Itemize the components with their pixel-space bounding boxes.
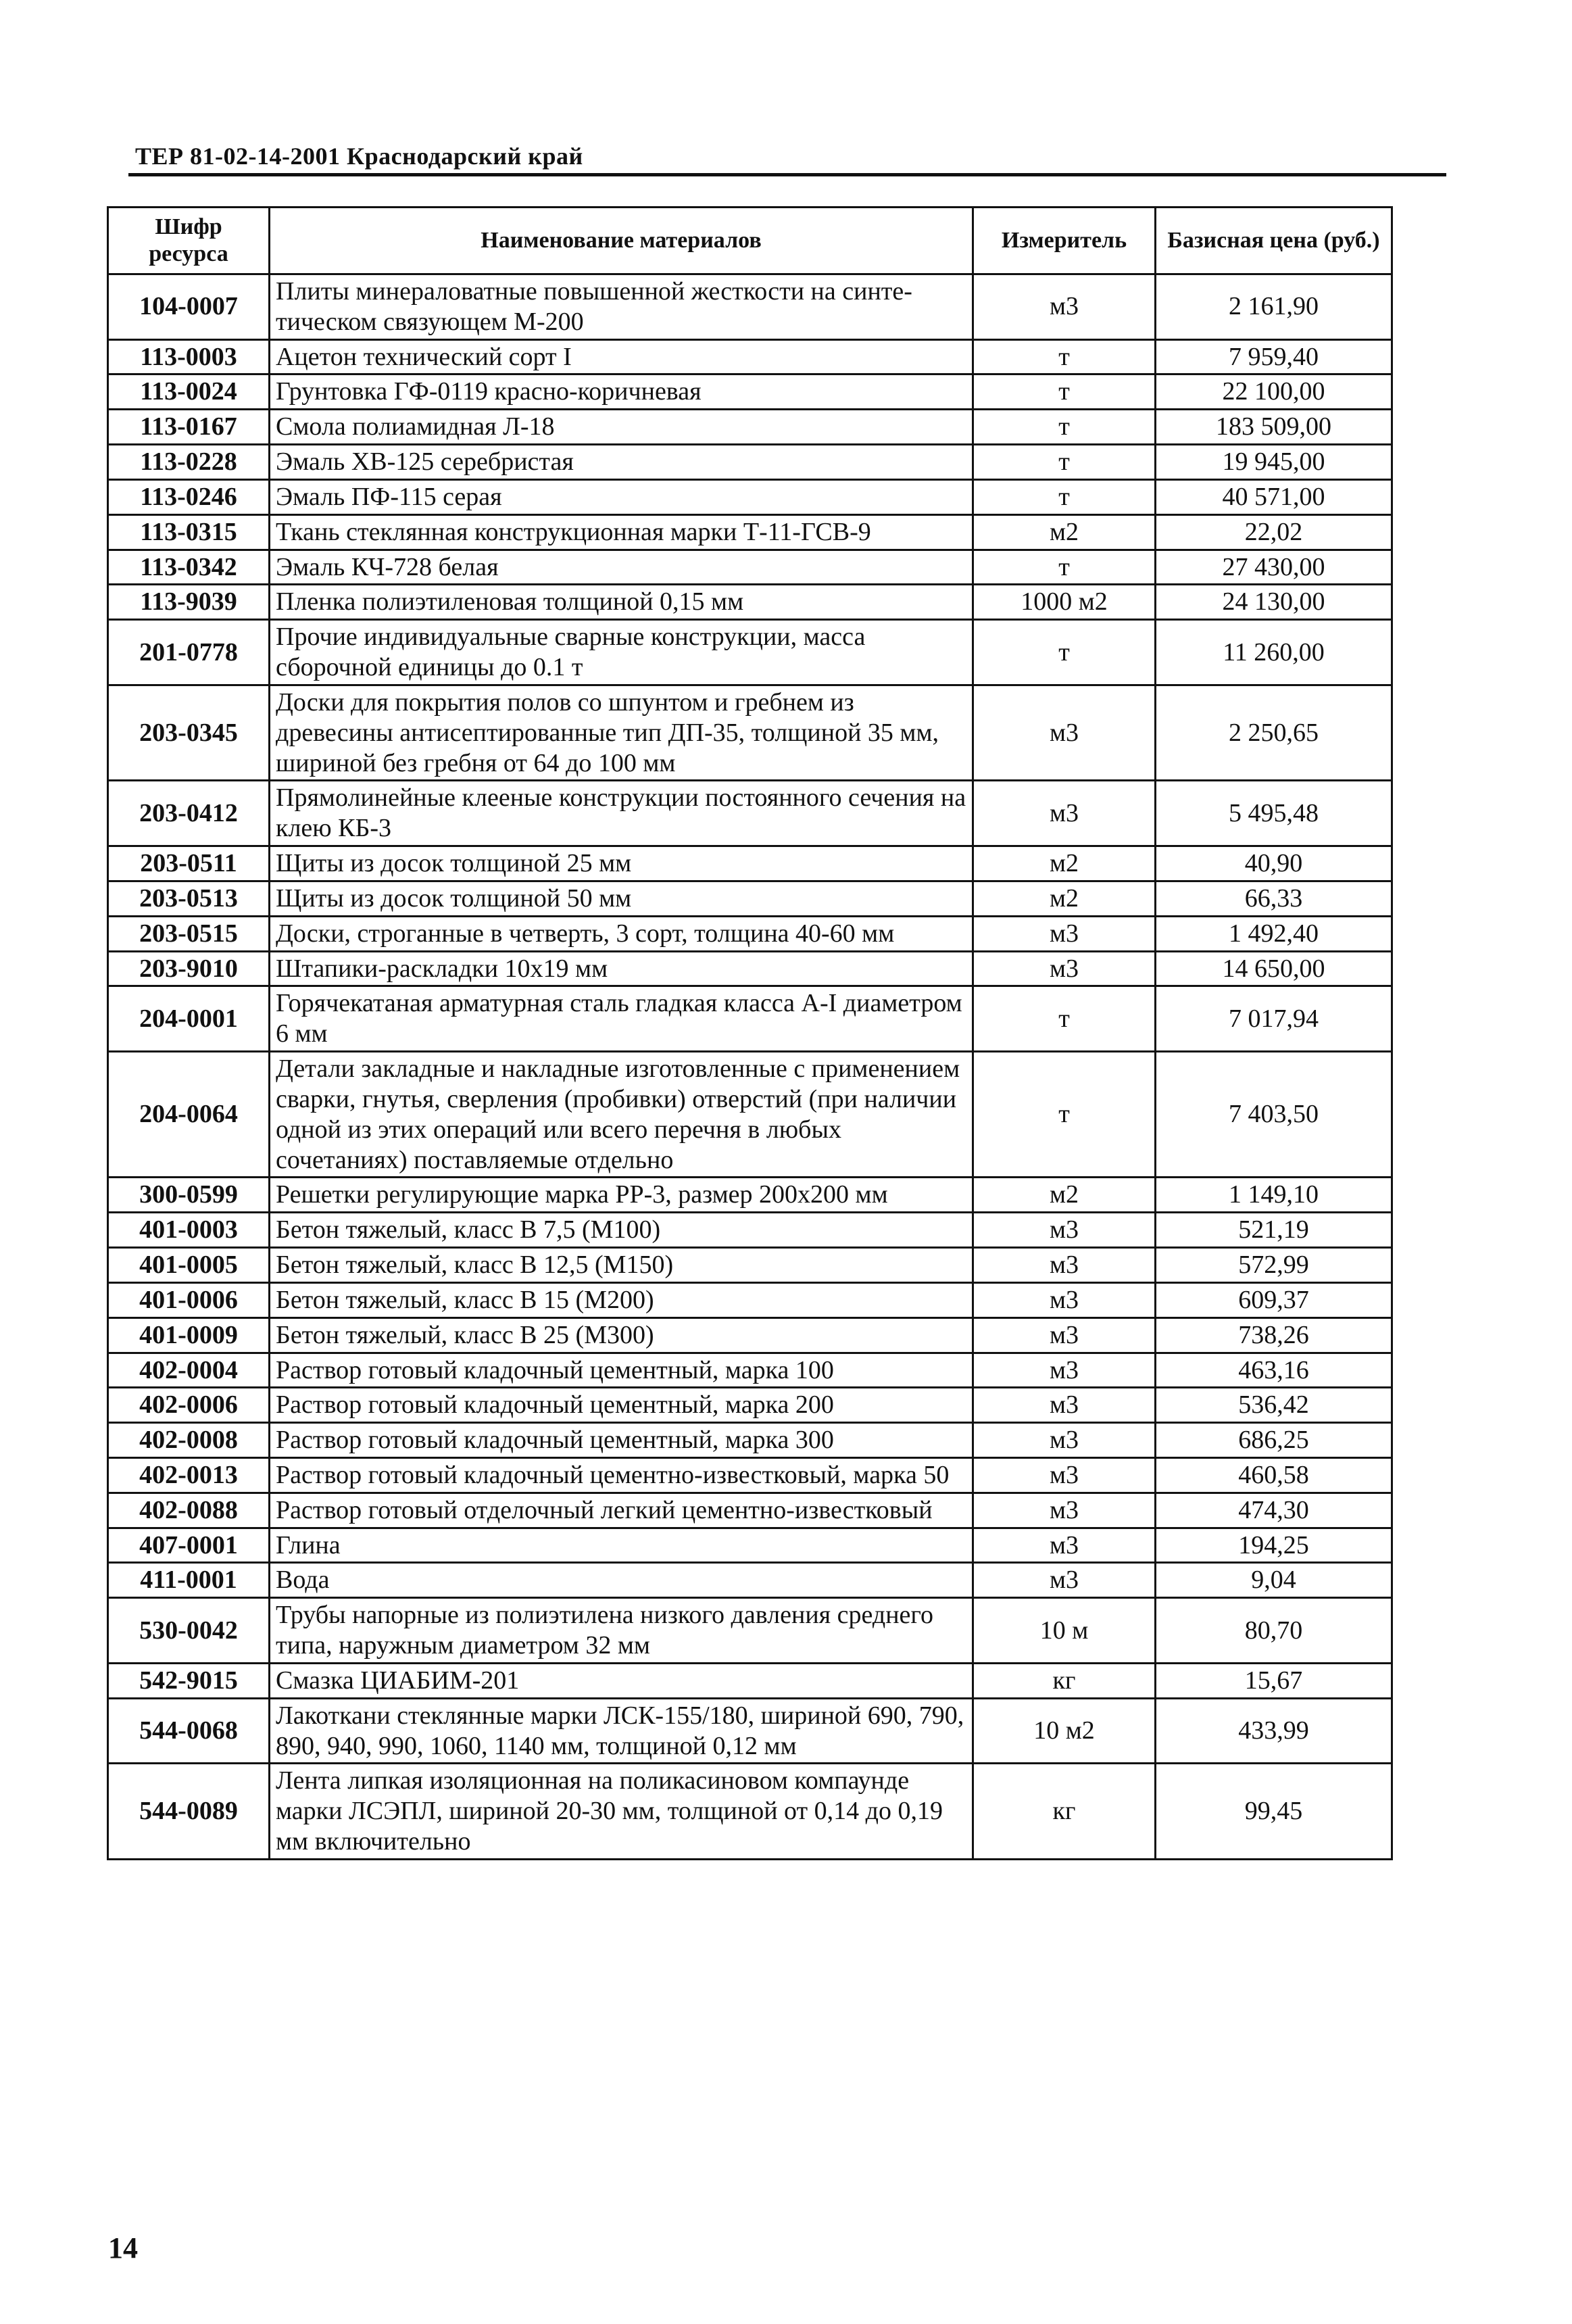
cell-code: 113-0315: [108, 514, 270, 550]
cell-code: 203-0513: [108, 881, 270, 916]
cell-price: 5 495,48: [1156, 781, 1392, 846]
cell-name: Прямолинейные клееные конструкции постоянного сечения на клею КБ-3: [270, 781, 973, 846]
cell-price: 22,02: [1156, 514, 1392, 550]
table-row: [108, 1178, 1392, 1213]
cell-name: Лента липкая изоляционная на поликасиновом компаунде марки ЛСЭПЛ, шириной 20-30 мм, толщиной от 0,14 до 0,19 мм включительно: [270, 1764, 973, 1859]
cell-price: 686,25: [1156, 1423, 1392, 1458]
table-row: [108, 1563, 1392, 1598]
cell-price: 19 945,00: [1156, 445, 1392, 480]
cell-name: Бетон тяжелый, класс В 15 (М200): [270, 1282, 973, 1317]
cell-price: 474,30: [1156, 1493, 1392, 1528]
cell-name: Прочие индивидуальные сварные конструкции, масса сборочной единицы до 0.1 т: [270, 620, 973, 685]
cell-unit: м2: [973, 881, 1156, 916]
cell-price: 9,04: [1156, 1563, 1392, 1598]
column-header-name: Наименование материалов: [270, 208, 973, 274]
cell-unit: 1000 м2: [973, 585, 1156, 620]
table-row: [108, 1388, 1392, 1423]
cell-unit: т: [973, 986, 1156, 1052]
cell-name: Ацетон технический сорт I: [270, 339, 973, 374]
cell-name: Доски, строганные в четверть, 3 сорт, толщина 40-60 мм: [270, 916, 973, 951]
cell-price: 738,26: [1156, 1317, 1392, 1353]
table-row: [108, 374, 1392, 410]
cell-code: 203-0345: [108, 685, 270, 780]
table-row: [108, 1457, 1392, 1493]
cell-price: 66,33: [1156, 881, 1392, 916]
cell-code: 402-0004: [108, 1353, 270, 1388]
cell-code: 544-0089: [108, 1764, 270, 1859]
cell-name: Грунтовка ГФ-0119 красно-коричневая: [270, 374, 973, 410]
table-row: [108, 781, 1392, 846]
cell-price: 27 430,00: [1156, 550, 1392, 585]
cell-unit: м2: [973, 846, 1156, 881]
cell-unit: т: [973, 620, 1156, 685]
table-row: [108, 1423, 1392, 1458]
cell-code: 401-0009: [108, 1317, 270, 1353]
cell-unit: м2: [973, 1178, 1156, 1213]
cell-name: Трубы напорные из полиэтилена низкого давления среднего типа, наружным диаметром 32 мм: [270, 1598, 973, 1664]
cell-unit: м3: [973, 1282, 1156, 1317]
cell-price: 7 403,50: [1156, 1052, 1392, 1178]
cell-price: 521,19: [1156, 1213, 1392, 1248]
cell-unit: м3: [973, 1457, 1156, 1493]
cell-name: Смола полиамидная Л-18: [270, 410, 973, 445]
cell-name: Щиты из досок толщиной 25 мм: [270, 846, 973, 881]
cell-price: 15,67: [1156, 1663, 1392, 1698]
cell-unit: т: [973, 339, 1156, 374]
table-row: [108, 410, 1392, 445]
table-row: [108, 339, 1392, 374]
table-row: [108, 1317, 1392, 1353]
cell-price: 22 100,00: [1156, 374, 1392, 410]
header-rule: [128, 173, 1446, 176]
column-header-price: Базисная цена (руб.): [1156, 208, 1392, 274]
cell-name: Плиты минераловатные повышенной жесткости на синте-тическом связующем М-200: [270, 274, 973, 340]
cell-code: 407-0001: [108, 1528, 270, 1563]
column-header-unit: Измеритель: [973, 208, 1156, 274]
table-header-row: [108, 208, 1392, 274]
materials-table: [107, 206, 1393, 1860]
cell-unit: кг: [973, 1764, 1156, 1859]
cell-code: 113-0246: [108, 479, 270, 514]
cell-code: 402-0008: [108, 1423, 270, 1458]
cell-name: Эмаль КЧ-728 белая: [270, 550, 973, 585]
cell-unit: м3: [973, 685, 1156, 780]
cell-name: Раствор готовый отделочный легкий цементно-известковый: [270, 1493, 973, 1528]
table-row: [108, 1052, 1392, 1178]
table-row: [108, 1764, 1392, 1859]
cell-unit: м3: [973, 1248, 1156, 1283]
table-row: [108, 916, 1392, 951]
cell-code: 204-0064: [108, 1052, 270, 1178]
cell-price: 7 959,40: [1156, 339, 1392, 374]
cell-price: 1 149,10: [1156, 1178, 1392, 1213]
cell-unit: м3: [973, 1317, 1156, 1353]
cell-code: 401-0005: [108, 1248, 270, 1283]
cell-code: 402-0088: [108, 1493, 270, 1528]
cell-unit: м3: [973, 1528, 1156, 1563]
cell-name: Ткань стеклянная конструкционная марки Т-11-ГСВ-9: [270, 514, 973, 550]
cell-code: 204-0001: [108, 986, 270, 1052]
cell-name: Штапики-раскладки 10х19 мм: [270, 951, 973, 986]
table-row: [108, 1598, 1392, 1664]
table-row: [108, 1353, 1392, 1388]
cell-name: Детали закладные и накладные изготовленные с применением сварки, гнутья, сверления (пробивки) отверстий (при наличии одной из этих операций или всего перечня в любых сочетаниях) поставляемые отдельно: [270, 1052, 973, 1178]
cell-name: Бетон тяжелый, класс В 25 (М300): [270, 1317, 973, 1353]
cell-price: 14 650,00: [1156, 951, 1392, 986]
cell-price: 536,42: [1156, 1388, 1392, 1423]
cell-unit: м3: [973, 951, 1156, 986]
cell-price: 183 509,00: [1156, 410, 1392, 445]
cell-price: 40,90: [1156, 846, 1392, 881]
cell-unit: т: [973, 479, 1156, 514]
table-row: [108, 1493, 1392, 1528]
cell-code: 544-0068: [108, 1698, 270, 1764]
cell-code: 113-0342: [108, 550, 270, 585]
cell-code: 203-0412: [108, 781, 270, 846]
cell-unit: т: [973, 1052, 1156, 1178]
table-row: [108, 445, 1392, 480]
cell-code: 104-0007: [108, 274, 270, 340]
cell-code: 411-0001: [108, 1563, 270, 1598]
cell-code: 203-0515: [108, 916, 270, 951]
cell-unit: 10 м: [973, 1598, 1156, 1664]
cell-code: 402-0006: [108, 1388, 270, 1423]
table-row: [108, 1663, 1392, 1698]
cell-price: 2 161,90: [1156, 274, 1392, 340]
cell-code: 402-0013: [108, 1457, 270, 1493]
cell-code: 401-0003: [108, 1213, 270, 1248]
cell-name: Раствор готовый кладочный цементный, марка 100: [270, 1353, 973, 1388]
cell-code: 530-0042: [108, 1598, 270, 1664]
cell-name: Пленка полиэтиленовая толщиной 0,15 мм: [270, 585, 973, 620]
table-row: [108, 881, 1392, 916]
cell-unit: м3: [973, 1563, 1156, 1598]
page-number: 14: [108, 2231, 138, 2265]
cell-code: 113-0003: [108, 339, 270, 374]
cell-unit: т: [973, 445, 1156, 480]
cell-unit: кг: [973, 1663, 1156, 1698]
cell-price: 460,58: [1156, 1457, 1392, 1493]
cell-name: Бетон тяжелый, класс В 7,5 (М100): [270, 1213, 973, 1248]
cell-unit: м3: [973, 916, 1156, 951]
cell-name: Лакоткани стеклянные марки ЛСК-155/180, шириной 690, 790, 890, 940, 990, 1060, 1140 мм, толщиной 0,12 мм: [270, 1698, 973, 1764]
cell-code: 113-0167: [108, 410, 270, 445]
table-row: [108, 1528, 1392, 1563]
cell-name: Смазка ЦИАБИМ-201: [270, 1663, 973, 1698]
table-row: [108, 514, 1392, 550]
table-row: [108, 1213, 1392, 1248]
cell-unit: т: [973, 374, 1156, 410]
cell-code: 201-0778: [108, 620, 270, 685]
cell-name: Доски для покрытия полов со шпунтом и гребнем из древесины антисептированные тип ДП-35, толщиной 35 мм, шириной без гребня от 64 до 100 мм: [270, 685, 973, 780]
cell-unit: м3: [973, 1493, 1156, 1528]
cell-code: 203-9010: [108, 951, 270, 986]
cell-price: 24 130,00: [1156, 585, 1392, 620]
cell-unit: 10 м2: [973, 1698, 1156, 1764]
table-row: [108, 685, 1392, 780]
table-row: [108, 1248, 1392, 1283]
cell-price: 463,16: [1156, 1353, 1392, 1388]
cell-name: Эмаль ХВ-125 серебристая: [270, 445, 973, 480]
cell-name: Бетон тяжелый, класс В 12,5 (М150): [270, 1248, 973, 1283]
table-row: [108, 620, 1392, 685]
cell-name: Горячекатаная арматурная сталь гладкая класса А-I диаметром 6 мм: [270, 986, 973, 1052]
cell-unit: м2: [973, 514, 1156, 550]
cell-code: 542-9015: [108, 1663, 270, 1698]
table-row: [108, 479, 1392, 514]
cell-name: Глина: [270, 1528, 973, 1563]
cell-unit: т: [973, 550, 1156, 585]
cell-price: 80,70: [1156, 1598, 1392, 1664]
cell-name: Эмаль ПФ-115 серая: [270, 479, 973, 514]
cell-price: 572,99: [1156, 1248, 1392, 1283]
table-row: [108, 986, 1392, 1052]
cell-name: Щиты из досок толщиной 50 мм: [270, 881, 973, 916]
cell-code: 300-0599: [108, 1178, 270, 1213]
cell-code: 113-0228: [108, 445, 270, 480]
table-row: [108, 1698, 1392, 1764]
cell-name: Раствор готовый кладочный цементный, марка 300: [270, 1423, 973, 1458]
cell-code: 113-9039: [108, 585, 270, 620]
cell-unit: м3: [973, 274, 1156, 340]
table-row: [108, 951, 1392, 986]
table-row: [108, 550, 1392, 585]
cell-price: 40 571,00: [1156, 479, 1392, 514]
table-row: [108, 846, 1392, 881]
cell-code: 203-0511: [108, 846, 270, 881]
cell-price: 11 260,00: [1156, 620, 1392, 685]
table-row: [108, 274, 1392, 340]
cell-code: 401-0006: [108, 1282, 270, 1317]
table-row: [108, 1282, 1392, 1317]
column-header-code: Шифр ресурса: [108, 208, 270, 274]
document-header: ТЕР 81-02-14-2001 Краснодарский край: [135, 143, 583, 170]
cell-unit: м3: [973, 1423, 1156, 1458]
cell-unit: м3: [973, 1388, 1156, 1423]
table-row: [108, 585, 1392, 620]
cell-name: Раствор готовый кладочный цементный, марка 200: [270, 1388, 973, 1423]
cell-unit: т: [973, 410, 1156, 445]
cell-price: 2 250,65: [1156, 685, 1392, 780]
cell-code: 113-0024: [108, 374, 270, 410]
cell-name: Раствор готовый кладочный цементно-известковый, марка 50: [270, 1457, 973, 1493]
cell-unit: м3: [973, 781, 1156, 846]
cell-price: 433,99: [1156, 1698, 1392, 1764]
cell-price: 194,25: [1156, 1528, 1392, 1563]
cell-price: 7 017,94: [1156, 986, 1392, 1052]
cell-price: 99,45: [1156, 1764, 1392, 1859]
cell-name: Вода: [270, 1563, 973, 1598]
cell-price: 609,37: [1156, 1282, 1392, 1317]
cell-unit: м3: [973, 1213, 1156, 1248]
cell-name: Решетки регулирующие марка РР-3, размер 200х200 мм: [270, 1178, 973, 1213]
cell-price: 1 492,40: [1156, 916, 1392, 951]
cell-unit: м3: [973, 1353, 1156, 1388]
